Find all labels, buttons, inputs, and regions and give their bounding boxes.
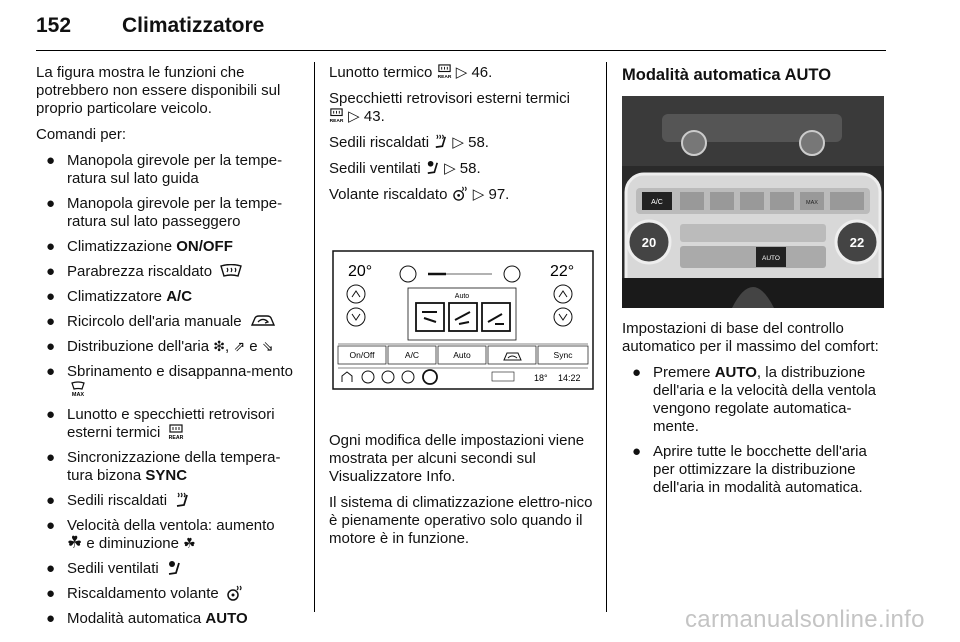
rear-window-heat-icon — [168, 424, 184, 440]
ref-line: Sedili ventilati ▷ 58. — [329, 160, 481, 177]
watermark: carmanualsonline.info — [685, 606, 925, 633]
ac-button: A/C — [404, 350, 420, 360]
list-item: ● Parabrezza riscaldato — [36, 263, 304, 281]
ref-arrow-icon: ▷ — [444, 160, 456, 177]
air-to-face-icon: ❇ — [213, 338, 226, 354]
intro-text: La figura mostra le funzioni che potrebbero non essere disponibili sul proprio particolare veicolo. — [36, 64, 281, 117]
column-2-lower — [329, 432, 597, 556]
column-1 — [36, 64, 304, 635]
paragraph: Ogni modifica delle impostazioni viene mostrata per alcuni secondi sul Visualizzatore Info. — [329, 432, 585, 485]
rear-window-heat-icon — [437, 64, 452, 79]
svg-text:MAX: MAX — [71, 392, 85, 397]
on-off-button: On/Off — [349, 350, 375, 360]
max-defrost-icon — [70, 381, 86, 397]
column-2 — [329, 64, 597, 212]
air-to-feet-icon: ⇘ — [261, 338, 274, 354]
svg-text:REAR: REAR — [329, 119, 344, 123]
command-list — [36, 152, 304, 628]
list-item: ● Aprire tutte le bocchette dell'aria per ottimizzare la distribuzione dell'aria in modalità automatica. — [632, 443, 867, 496]
panel-ac: A/C — [651, 199, 663, 206]
air-face-button — [416, 303, 444, 331]
svg-text:REAR: REAR — [168, 435, 183, 440]
list-item: ● Sedili riscaldati — [36, 492, 304, 510]
sync-button: Sync — [553, 350, 573, 360]
panel-left-temp: 20 — [641, 235, 657, 250]
page-header — [36, 14, 886, 52]
list-item: ● Riscaldamento volante — [36, 585, 304, 603]
seat-heat-icon — [433, 134, 448, 149]
steering-heat-icon — [226, 585, 244, 601]
auto-label: Auto — [454, 293, 470, 300]
list-item: ● Distribuzione dell'aria ❇, ⇗ e ⇘ — [46, 338, 274, 355]
column-3-lower — [622, 320, 890, 504]
ref-line: Sedili riscaldati ▷ 58. — [329, 134, 489, 151]
list-item: ● Climatizzatore A/C — [46, 288, 193, 305]
ref-arrow-icon: ▷ — [472, 186, 485, 203]
climate-info-display — [332, 250, 594, 390]
fan-low-icon: ☘ — [183, 535, 196, 551]
svg-text:REAR: REAR — [437, 75, 451, 79]
ref-line: Lunotto termico REAR ▷ 46. — [329, 64, 493, 81]
caption: Impostazioni di base del controllo automatico per il massimo del comfort: — [622, 320, 879, 355]
auto-list — [622, 364, 890, 497]
status-temp: 18° — [534, 373, 548, 383]
ref-arrow-icon: ▷ — [348, 108, 360, 125]
seat-vent-icon — [166, 560, 182, 576]
control-panel-photo — [622, 96, 884, 308]
seat-heat-icon — [174, 492, 190, 508]
auto-button: Auto — [453, 350, 471, 360]
seat-vent-icon — [425, 160, 440, 175]
panel-right-temp: 22 — [849, 235, 865, 250]
temp-left: 20° — [348, 263, 373, 280]
header-rule — [36, 50, 886, 51]
status-time: 14:22 — [558, 373, 581, 383]
list-item: ● Manopola girevole per la tempe-ratura sul lato guida — [46, 152, 283, 187]
list-item: ● Velocità della ventola: aumento ☘ e diminuzione ☘ — [46, 517, 275, 552]
list-item: ● Climatizzazione ON/OFF — [46, 238, 233, 255]
ref-arrow-icon: ▷ — [452, 134, 464, 151]
section-heading: Modalità automatica AUTO — [622, 66, 832, 84]
steering-heat-icon — [452, 186, 469, 201]
page-number: 152 — [36, 14, 72, 37]
air-to-body-icon: ⇗ — [233, 338, 246, 354]
list-item: ● Lunotto e specchietti retrovisori esterni termici REAR — [46, 406, 275, 441]
page-title: Climatizzatore — [122, 14, 265, 37]
ref-line: Volante riscaldato ▷ 97. — [329, 186, 510, 203]
windscreen-heat-icon — [220, 264, 242, 277]
paragraph: Il sistema di climatizzazione elettro-nico è pienamente operativo solo quando il motore è in funzione. — [329, 494, 593, 547]
column-divider-2 — [606, 62, 607, 612]
rear-window-heat-icon — [329, 108, 344, 123]
column-divider-1 — [314, 62, 315, 612]
ref-line: Specchietti retrovisori esterni termici REAR ▷ 43. — [329, 90, 570, 125]
list-item: ● Sbrinamento e disappanna-mento MAX — [46, 363, 293, 397]
recirculation-icon — [250, 314, 276, 327]
commands-label: Comandi per: — [36, 126, 127, 143]
ref-arrow-icon: ▷ — [455, 64, 468, 81]
list-item: ● Ricircolo dell'aria manuale — [36, 313, 304, 331]
list-item: ● Modalità automatica AUTO — [46, 610, 248, 627]
panel-max: MAX — [806, 200, 818, 206]
fan-high-icon: ☘ — [67, 533, 83, 552]
column-3 — [622, 64, 890, 96]
list-item: ● Sincronizzazione della tempera-tura bizona SYNC — [46, 449, 281, 484]
panel-auto: AUTO — [762, 255, 780, 262]
air-body-button — [449, 303, 477, 331]
list-item: ● Sedili ventilati — [36, 560, 304, 578]
temp-right: 22° — [550, 263, 575, 280]
list-item: ● Manopola girevole per la tempe-ratura sul lato passeggero — [46, 195, 283, 230]
list-item: ● Premere AUTO, la distribuzione dell'aria e la velocità della ventola vengono regolate automatica-mente. — [632, 364, 877, 435]
